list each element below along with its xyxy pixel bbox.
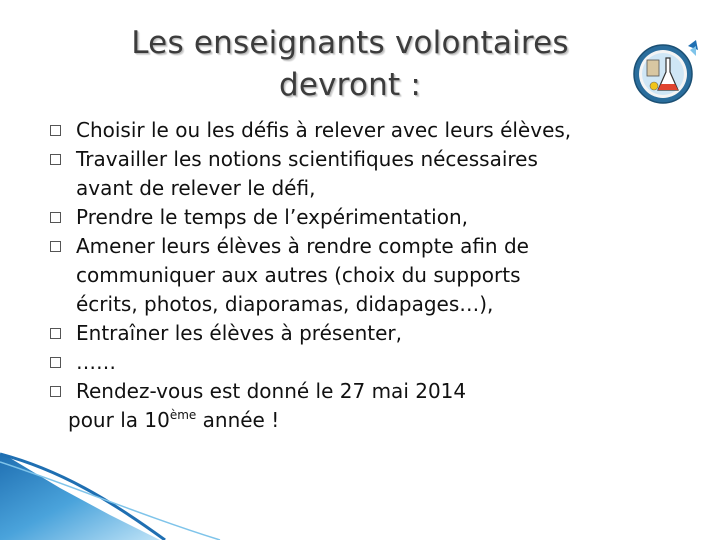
list-item-text: Rendez-vous est donné le 27 mai 2014 <box>76 379 467 403</box>
checkbox-bullet-icon <box>50 241 61 252</box>
closing-text-start: pour la 10 <box>68 408 170 432</box>
checkbox-bullet-icon <box>50 328 61 339</box>
list-item <box>48 203 708 232</box>
title-line-2: devront : <box>278 67 422 103</box>
list-item <box>48 145 708 203</box>
list-item <box>48 348 708 377</box>
decorative-corner-wave <box>0 440 720 540</box>
list-item-text: Entraîner les élèves à présenter, <box>76 321 402 345</box>
bullet-list <box>48 116 708 435</box>
checkbox-bullet-icon <box>50 212 61 223</box>
title-line-1: Les enseignants volontaires <box>131 25 569 61</box>
list-item-text: Travailler les notions scientifiques nécessaires <box>76 147 538 171</box>
closing-line <box>48 406 708 435</box>
list-item-text: communiquer aux autres (choix du supports <box>76 263 521 287</box>
list-item <box>48 377 708 406</box>
list-item <box>48 116 708 145</box>
slide-title <box>100 22 600 106</box>
closing-text-end: année ! <box>196 408 280 432</box>
checkbox-bullet-icon <box>50 154 61 165</box>
list-item <box>48 232 708 319</box>
list-item <box>48 319 708 348</box>
checkbox-bullet-icon <box>50 125 61 136</box>
list-item-text: …… <box>76 350 116 374</box>
list-item-text: écrits, photos, diaporamas, didapages…), <box>76 292 494 316</box>
list-item-text: avant de relever le défi, <box>76 176 316 200</box>
science-logo-icon <box>630 36 700 108</box>
list-item-text: Choisir le ou les défis à relever avec leurs élèves, <box>76 118 572 142</box>
list-item-text: Prendre le temps de l’expérimentation, <box>76 205 469 229</box>
list-item-text: Amener leurs élèves à rendre compte afin de <box>76 234 529 258</box>
closing-superscript: ème <box>169 408 197 422</box>
checkbox-bullet-icon <box>50 357 61 368</box>
checkbox-bullet-icon <box>50 386 61 397</box>
